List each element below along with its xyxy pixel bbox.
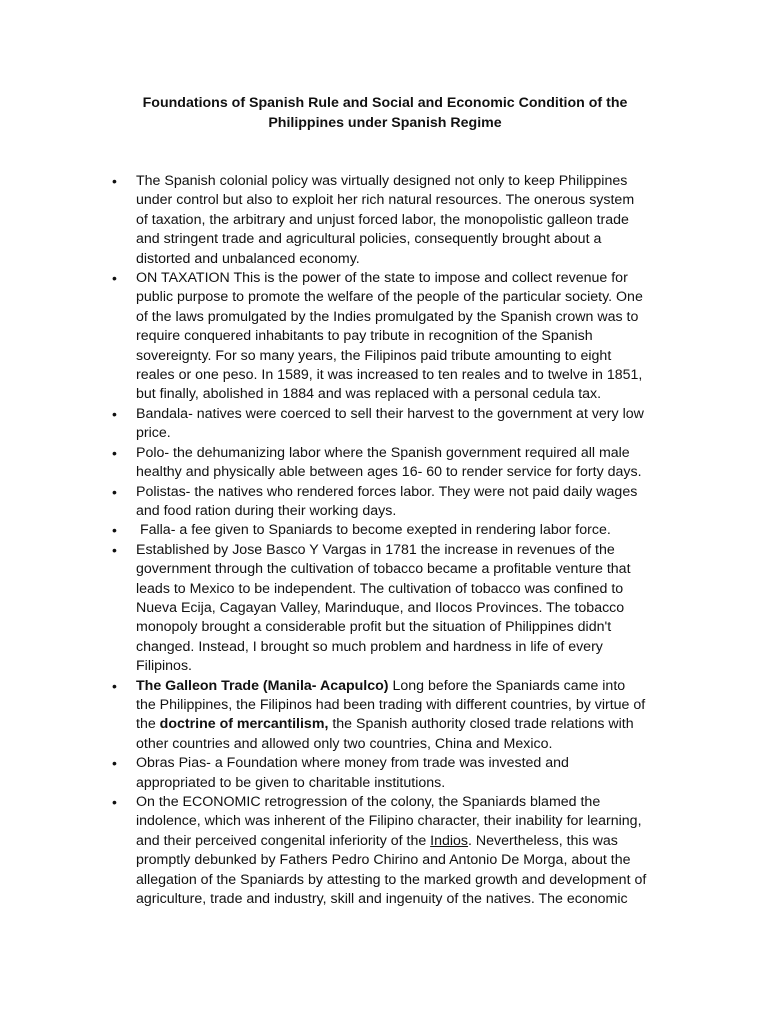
- text-line: ON TAXATION This is the power of the state to impose and collect revenue for: [136, 270, 628, 287]
- bullet-icon: •: [112, 173, 117, 189]
- bullet-list: [0, 172, 768, 909]
- text-line: The Spanish colonial policy was virtually designed not only to keep Philippines: [136, 173, 628, 189]
- text-line: but finally, abolished in 1884 and was replaced with a personal cedula tax.: [136, 386, 602, 403]
- bold-term: doctrine of mercantilism,: [159, 716, 329, 733]
- text-line: other countries and allowed only two countries, China and Mexico.: [136, 735, 553, 752]
- bullet-icon: •: [112, 541, 117, 558]
- text-line: Nueva Ecija, Cagayan Valley, Marinduque, and Ilocos Provinces. The tobacco: [136, 599, 625, 616]
- list-item: [0, 269, 692, 405]
- bullet-icon: •: [112, 444, 117, 461]
- text-run: the Spanish authority closed trade relations with: [328, 716, 634, 733]
- text-line: agriculture, trade and industry, skill and ingenuity of the natives. The economic: [136, 891, 628, 908]
- underlined-term: Indios: [430, 832, 469, 849]
- bullet-icon: •: [112, 270, 117, 287]
- text-run: the: [136, 716, 160, 733]
- text-line: distorted and unbalanced economy.: [136, 250, 360, 267]
- list-item: [0, 754, 692, 793]
- text-line: of taxation, the arbitrary and unjust forced labor, the monopolistic galleon trade: [136, 211, 629, 228]
- text-line: [136, 677, 692, 696]
- text-line: leads to Mexico to be independent. The cultivation of tobacco was confined to: [136, 580, 624, 597]
- list-item: [0, 541, 692, 677]
- text-line: promptly debunked by Fathers Pedro Chirino and Antonio De Morga, about the: [136, 852, 631, 869]
- list-item: [0, 483, 692, 522]
- text-line: and stringent trade and agricultural policies, consequently brought about a: [136, 231, 602, 248]
- text-line: healthy and physically able between ages 16- 60 to render service for forty days.: [136, 464, 642, 481]
- bullet-icon: •: [112, 522, 117, 539]
- text-line: Filipinos.: [136, 658, 192, 675]
- text-line: [136, 832, 692, 851]
- text-run: Long before the Spaniards came into: [388, 677, 626, 694]
- text-line: Established by Jose Basco Y Vargas in 1781 the increase in revenues of the: [136, 541, 615, 558]
- text-line: Polo- the dehumanizing labor where the Spanish government required all male: [136, 444, 630, 461]
- text-line: monopoly brought a considerable profit but the situation of Philippines didn't: [136, 619, 612, 636]
- text-line: public purpose to promote the welfare of the people of the particular society. One: [136, 289, 643, 306]
- text-line: government through the cultivation of tobacco became a profitable venture that: [136, 561, 631, 578]
- list-item: [0, 444, 692, 483]
- text-line: Bandala- natives were coerced to sell their harvest to the government at very low: [136, 405, 644, 422]
- text-line: and food ration during their working days.: [136, 502, 397, 519]
- bullet-icon: •: [112, 755, 117, 772]
- bullet-icon: •: [112, 794, 117, 810]
- text-run: . Nevertheless, this was: [468, 832, 618, 849]
- text-run: and their perceived congenital inferiority of the: [136, 832, 431, 849]
- text-line: reales or one peso. In 1589, it was increased to ten reales and to twelve in 1851,: [136, 367, 643, 384]
- text-line: Falla- a fee given to Spaniards to become exepted in rendering labor force.: [136, 522, 611, 539]
- text-line: price.: [136, 425, 171, 442]
- text-line: allegation of the Spaniards by attesting to the marked growth and development of: [136, 871, 647, 888]
- text-line: Polistas- the natives who rendered forces labor. They were not paid daily wages: [136, 483, 638, 500]
- bold-heading: The Galleon Trade (Manila- Acapulco): [136, 677, 389, 694]
- text-line: [136, 715, 692, 734]
- bullet-icon: •: [112, 483, 117, 500]
- list-item: [0, 521, 692, 540]
- text-line: the Philippines, the Filipinos had been trading with different countries, by virtue of: [136, 696, 646, 713]
- list-item: [0, 405, 692, 444]
- text-line: appropriated to be given to charitable institutions.: [136, 774, 446, 791]
- bullet-icon: •: [112, 677, 117, 694]
- text-line: under control but also to exploit her rich natural resources. The onerous system: [136, 192, 635, 209]
- document-title: [100, 93, 670, 133]
- list-item: [0, 677, 692, 755]
- text-line: changed. Instead, I brought so much problem and hardness in life of every: [136, 638, 603, 655]
- text-line: of the laws promulgated by the Indies promulgated by the Spanish crown was to: [136, 308, 639, 325]
- text-line: sovereignty. For so many years, the Filipinos paid tribute amounting to eight: [136, 347, 612, 364]
- text-line: Obras Pias- a Foundation where money from trade was invested and: [136, 755, 569, 772]
- text-line: require conquered inhabitants to pay tribute in recognition of the Spanish: [136, 328, 593, 345]
- title-line: Foundations of Spanish Rule and Social and Economic Condition of the: [142, 95, 628, 111]
- list-item: [0, 172, 692, 269]
- title-line: Philippines under Spanish Regime: [268, 115, 502, 131]
- text-line: indolence, which was inherent of the Filipino character, their inability for learning,: [136, 813, 642, 830]
- bullet-icon: •: [112, 405, 117, 422]
- list-item: [0, 793, 692, 909]
- text-line: On the ECONOMIC retrogression of the colony, the Spaniards blamed the: [136, 794, 601, 810]
